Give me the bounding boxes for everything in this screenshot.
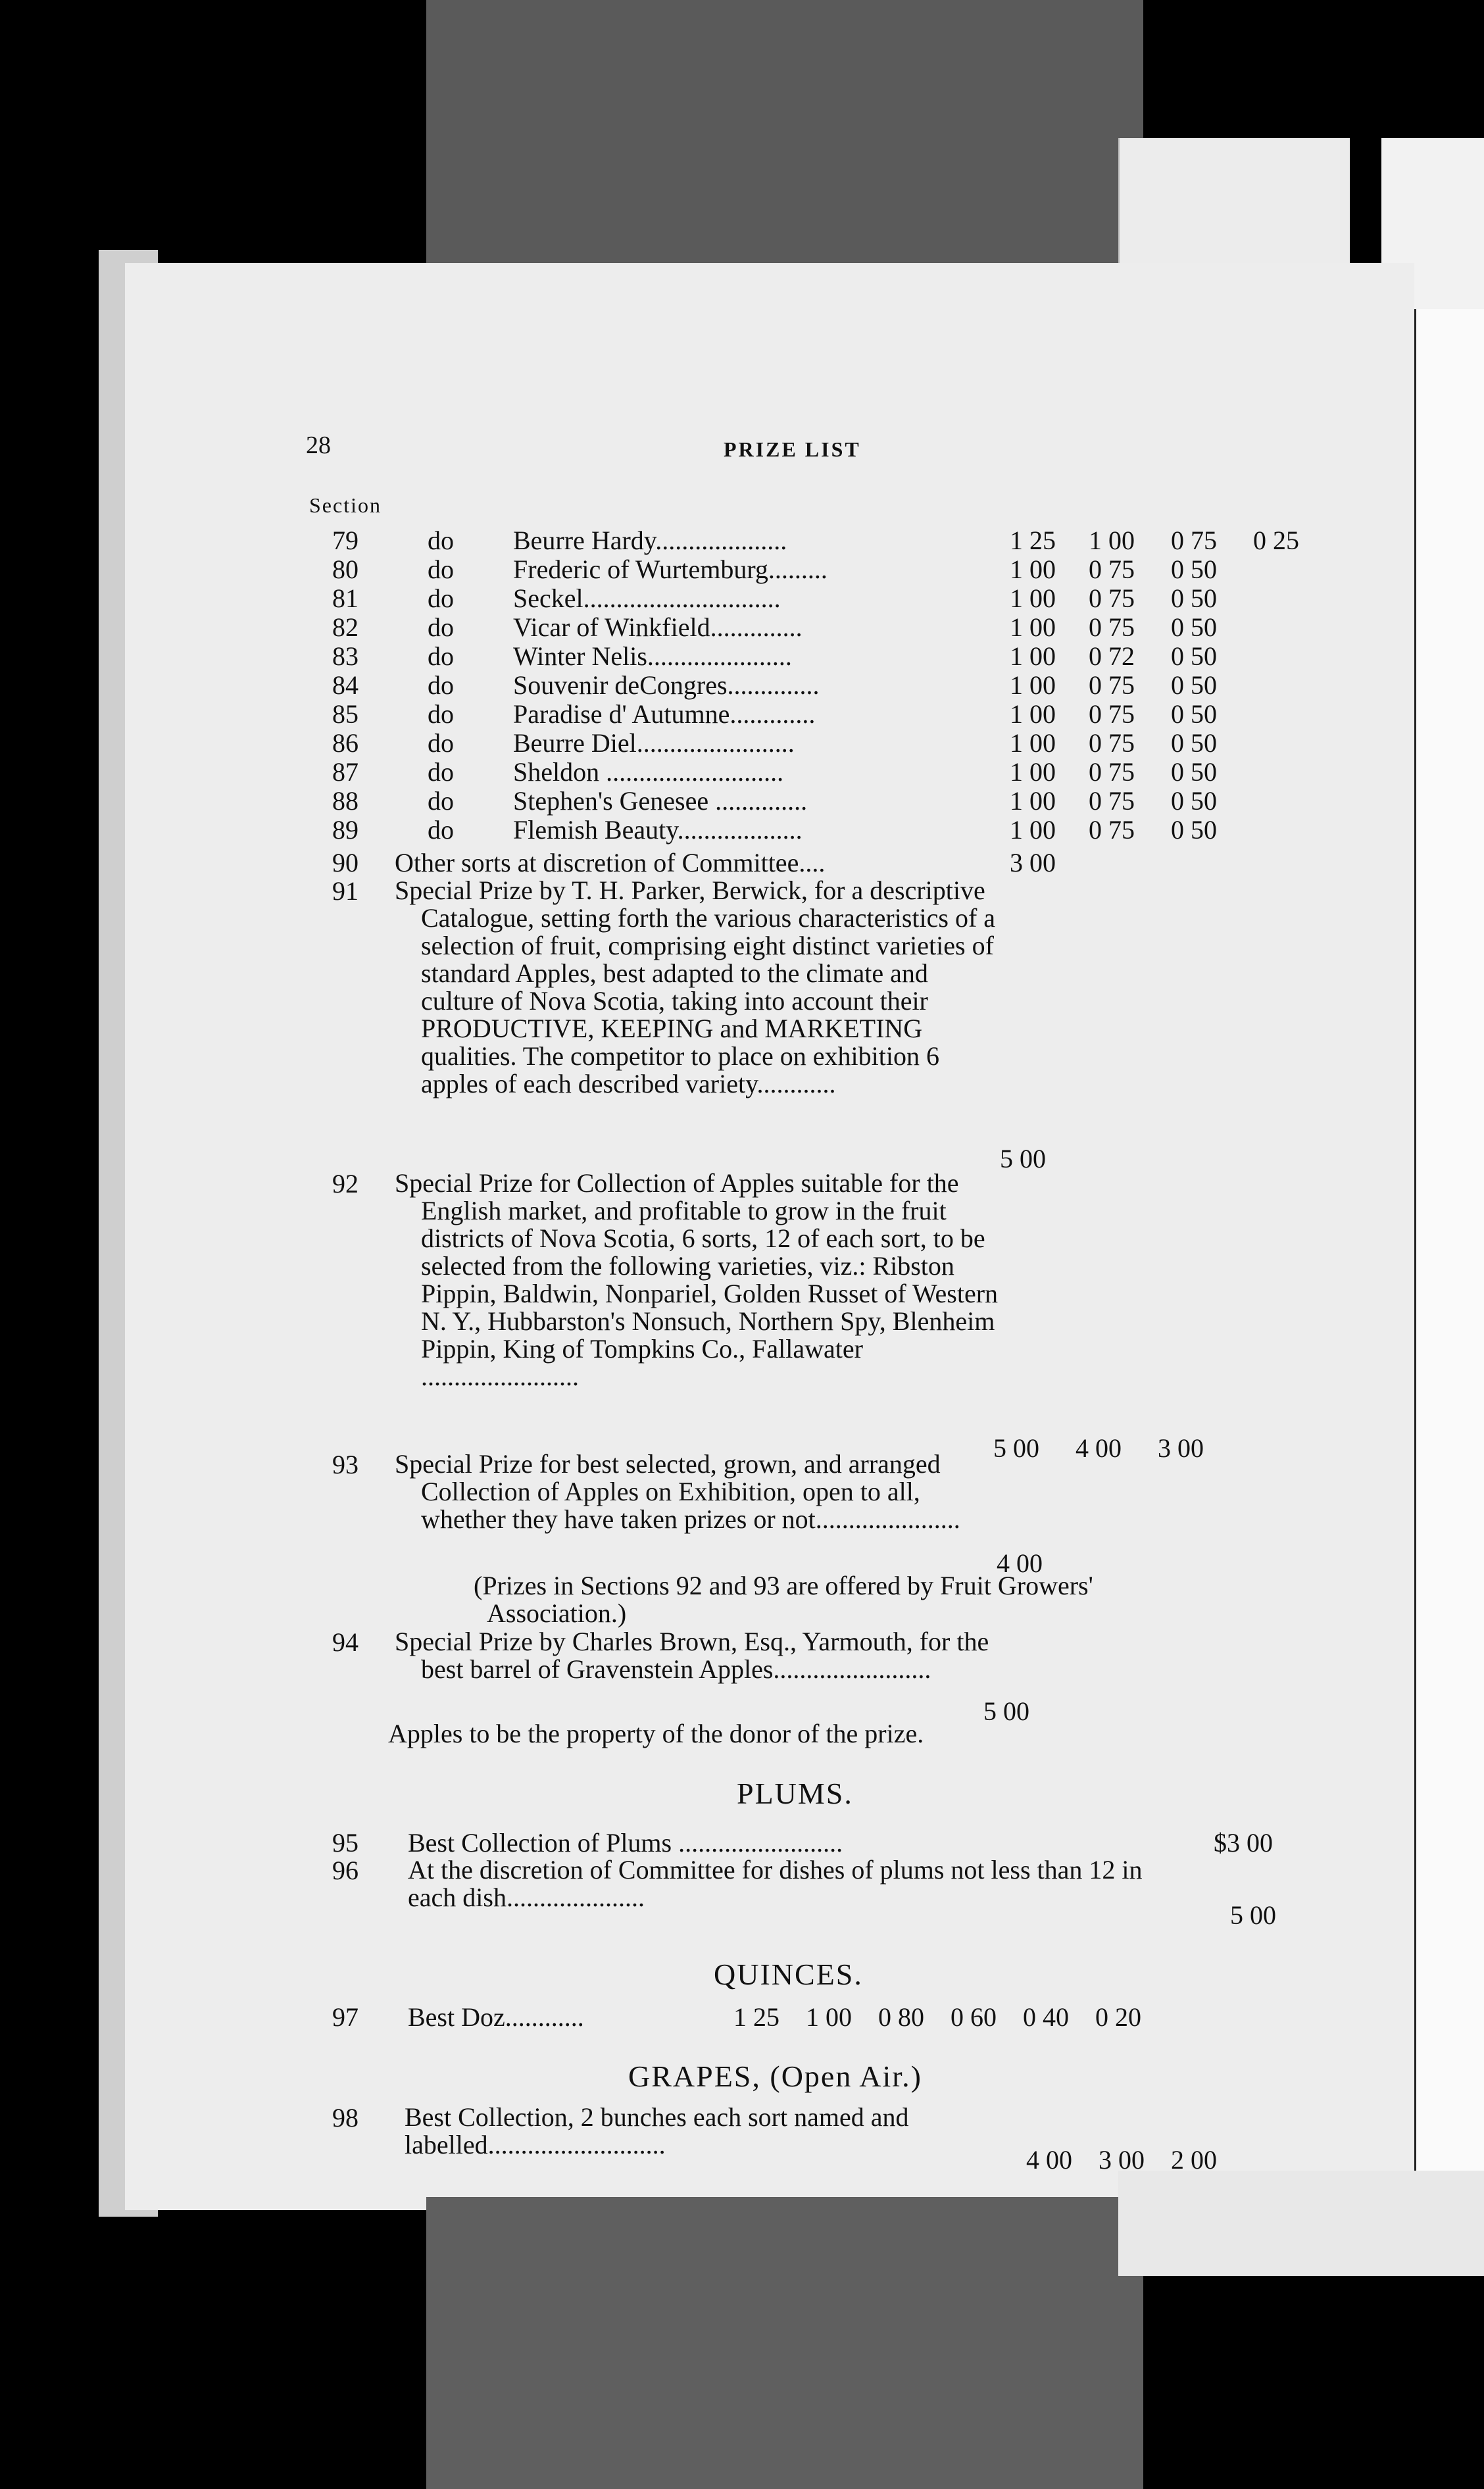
section-number: 91 — [332, 876, 359, 906]
cell-p3: 0 50 — [1171, 583, 1217, 613]
cell-p3: 0 50 — [1171, 786, 1217, 816]
cell-p3: 0 50 — [1171, 641, 1217, 671]
prize-series: 1 25 1 00 0 80 0 60 0 40 0 20 — [733, 2002, 1141, 2032]
cell-do: do — [428, 612, 454, 642]
cell-do: do — [428, 815, 454, 845]
cell-p1: 1 00 — [1010, 815, 1056, 845]
cell-p3: 0 50 — [1171, 670, 1217, 700]
cell-name: Beurre Diel........................ — [513, 729, 795, 758]
cell-do: do — [428, 526, 454, 555]
cell-do: do — [428, 786, 454, 816]
prize-1: 4 00 — [997, 1548, 1043, 1578]
cell-num: 86 — [332, 728, 359, 758]
note-sections-92-93: (Prizes in Sections 92 and 93 are offered by Fruit Growers' Association.) — [474, 1571, 1093, 1628]
cell-p2: 0 75 — [1089, 699, 1135, 729]
section-number: 98 — [332, 2103, 359, 2132]
cell-do: do — [428, 728, 454, 758]
cell-p2: 0 75 — [1089, 757, 1135, 787]
cell-p2: 0 75 — [1089, 728, 1135, 758]
cell-name: Vicar of Winkfield.............. — [513, 613, 803, 642]
cell-do: do — [428, 583, 454, 613]
cell-p1: 1 00 — [1010, 612, 1056, 642]
cell-p3: 0 50 — [1171, 699, 1217, 729]
prize-1: 3 00 — [1010, 848, 1056, 877]
section-number: 94 — [332, 1627, 359, 1657]
section-number: 95 — [332, 1828, 359, 1858]
section-number: 92 — [332, 1169, 359, 1198]
cell-p2: 0 75 — [1089, 786, 1135, 816]
cell-p2: 0 72 — [1089, 641, 1135, 671]
cell-p1: 1 00 — [1010, 583, 1056, 613]
cell-do: do — [428, 554, 454, 584]
cell-p2: 1 00 — [1089, 526, 1135, 555]
section-text: Best Doz............ — [408, 2002, 584, 2032]
section-92-text: Special Prize for Collection of Apples suitable for the English market, and profitable to grow in the fruit districts of Nova Scotia, 6 sorts, 12 of each sort, to be selected from the following varieties, viz.: Ribston Pippin, Baldwin, Nonpariel, Golden Russet of Western N. Y., Hubbarston's Nonsuch, Northern Spy, Blenheim Pippin, King of Tompkins Co., Fallawater ........................ — [395, 1168, 999, 1391]
cell-name: Stephen's Genesee .............. — [513, 787, 808, 816]
cell-p3: 0 50 — [1171, 612, 1217, 642]
cell-num: 88 — [332, 786, 359, 816]
section-number: 97 — [332, 2002, 359, 2032]
facing-page — [1414, 309, 1484, 2184]
cell-p1: 1 00 — [1010, 757, 1056, 787]
prize-1: 5 00 — [1000, 1144, 1046, 1173]
cell-name: Paradise d' Autumne............. — [513, 700, 816, 729]
background-scan-top — [426, 0, 1143, 263]
cell-num: 85 — [332, 699, 359, 729]
cell-do: do — [428, 699, 454, 729]
paper-tab-bottom — [1118, 2171, 1484, 2276]
cell-p2: 0 75 — [1089, 612, 1135, 642]
section-number: 96 — [332, 1856, 359, 1885]
cell-num: 89 — [332, 815, 359, 845]
cell-name: Flemish Beauty................... — [513, 816, 803, 845]
cell-p1: 1 25 — [1010, 526, 1056, 555]
cell-name: Sheldon ........................... — [513, 758, 784, 787]
prize-1: 5 00 — [983, 1696, 1029, 1726]
cell-p3: 0 75 — [1171, 526, 1217, 555]
cell-num: 83 — [332, 641, 359, 671]
cell-p1: 1 00 — [1010, 554, 1056, 584]
cell-p3: 0 50 — [1171, 554, 1217, 584]
cell-p2: 0 75 — [1089, 554, 1135, 584]
prize-1: 5 00 — [1230, 1900, 1276, 1930]
cell-p1: 1 00 — [1010, 728, 1056, 758]
cell-name: Seckel.............................. — [513, 584, 781, 613]
section-label: Section — [309, 493, 382, 517]
running-head: PRIZE LIST — [724, 437, 861, 461]
section-text: Other sorts at discretion of Committee.... — [395, 848, 826, 877]
section-number: 90 — [332, 848, 359, 877]
section-number: 93 — [332, 1450, 359, 1479]
background-scan-bottom — [426, 2197, 1143, 2489]
plums-heading: PLUMS. — [737, 1777, 853, 1810]
quinces-heading: QUINCES. — [714, 1958, 863, 1991]
cell-name: Souvenir deCongres.............. — [513, 671, 820, 700]
page-number: 28 — [306, 431, 331, 459]
cell-p3: 0 50 — [1171, 757, 1217, 787]
cell-name: Winter Nelis...................... — [513, 642, 792, 671]
cell-do: do — [428, 670, 454, 700]
cell-num: 87 — [332, 757, 359, 787]
cell-p1: 1 00 — [1010, 786, 1056, 816]
cell-num: 81 — [332, 583, 359, 613]
cell-p1: 1 00 — [1010, 670, 1056, 700]
cell-do: do — [428, 757, 454, 787]
section-94-text: Special Prize by Charles Brown, Esq., Yarmouth, for the best barrel of Gravenstein Apples........................ — [395, 1627, 989, 1684]
cell-num: 84 — [332, 670, 359, 700]
cell-p4: 0 25 — [1253, 526, 1299, 555]
cell-p1: 1 00 — [1010, 641, 1056, 671]
prize-1: 5 00 — [993, 1433, 1039, 1463]
section-96-text: At the discretion of Committee for dishes of plums not less than 12 in each dish..................... — [408, 1855, 1143, 1912]
cell-p3: 0 50 — [1171, 815, 1217, 845]
section-93-text: Special Prize for best selected, grown, and arranged Collection of Apples on Exhibition, open to all, whether they have taken prizes or not...................... — [395, 1449, 960, 1534]
cell-p2: 0 75 — [1089, 815, 1135, 845]
cell-do: do — [428, 641, 454, 671]
note-section-94: Apples to be the property of the donor of the prize. — [388, 1719, 924, 1748]
cell-p1: 1 00 — [1010, 699, 1056, 729]
cell-num: 80 — [332, 554, 359, 584]
grapes-heading: GRAPES, (Open Air.) — [628, 2059, 922, 2093]
cell-name: Frederic of Wurtemburg......... — [513, 555, 828, 584]
cell-num: 79 — [332, 526, 359, 555]
prize-1: $3 00 — [1214, 1828, 1273, 1858]
section-text: Best Collection of Plums ......................... — [408, 1828, 843, 1858]
prize-2: 4 00 — [1076, 1433, 1122, 1463]
cell-num: 82 — [332, 612, 359, 642]
cell-p2: 0 75 — [1089, 583, 1135, 613]
prize-series: 4 00 3 00 2 00 — [1026, 2145, 1217, 2175]
prize-3: 3 00 — [1158, 1433, 1204, 1463]
cell-name: Beurre Hardy.................... — [513, 526, 787, 555]
cell-p3: 0 50 — [1171, 728, 1217, 758]
section-98-text: Best Collection, 2 bunches each sort named and labelled........................... — [405, 2102, 909, 2159]
cell-p2: 0 75 — [1089, 670, 1135, 700]
section-91-text: Special Prize by T. H. Parker, Berwick, for a descriptive Catalogue, setting forth the various characteristics of a selection of fruit, comprising eight distinct varieties of standard Apples, best adapted to the climate and culture of Nova Scotia, taking into account their PRODUCTIVE, KEEPING and MARKETING qualities. The competitor to place on exhibition 6 apples of each described variety............ — [395, 875, 996, 1098]
